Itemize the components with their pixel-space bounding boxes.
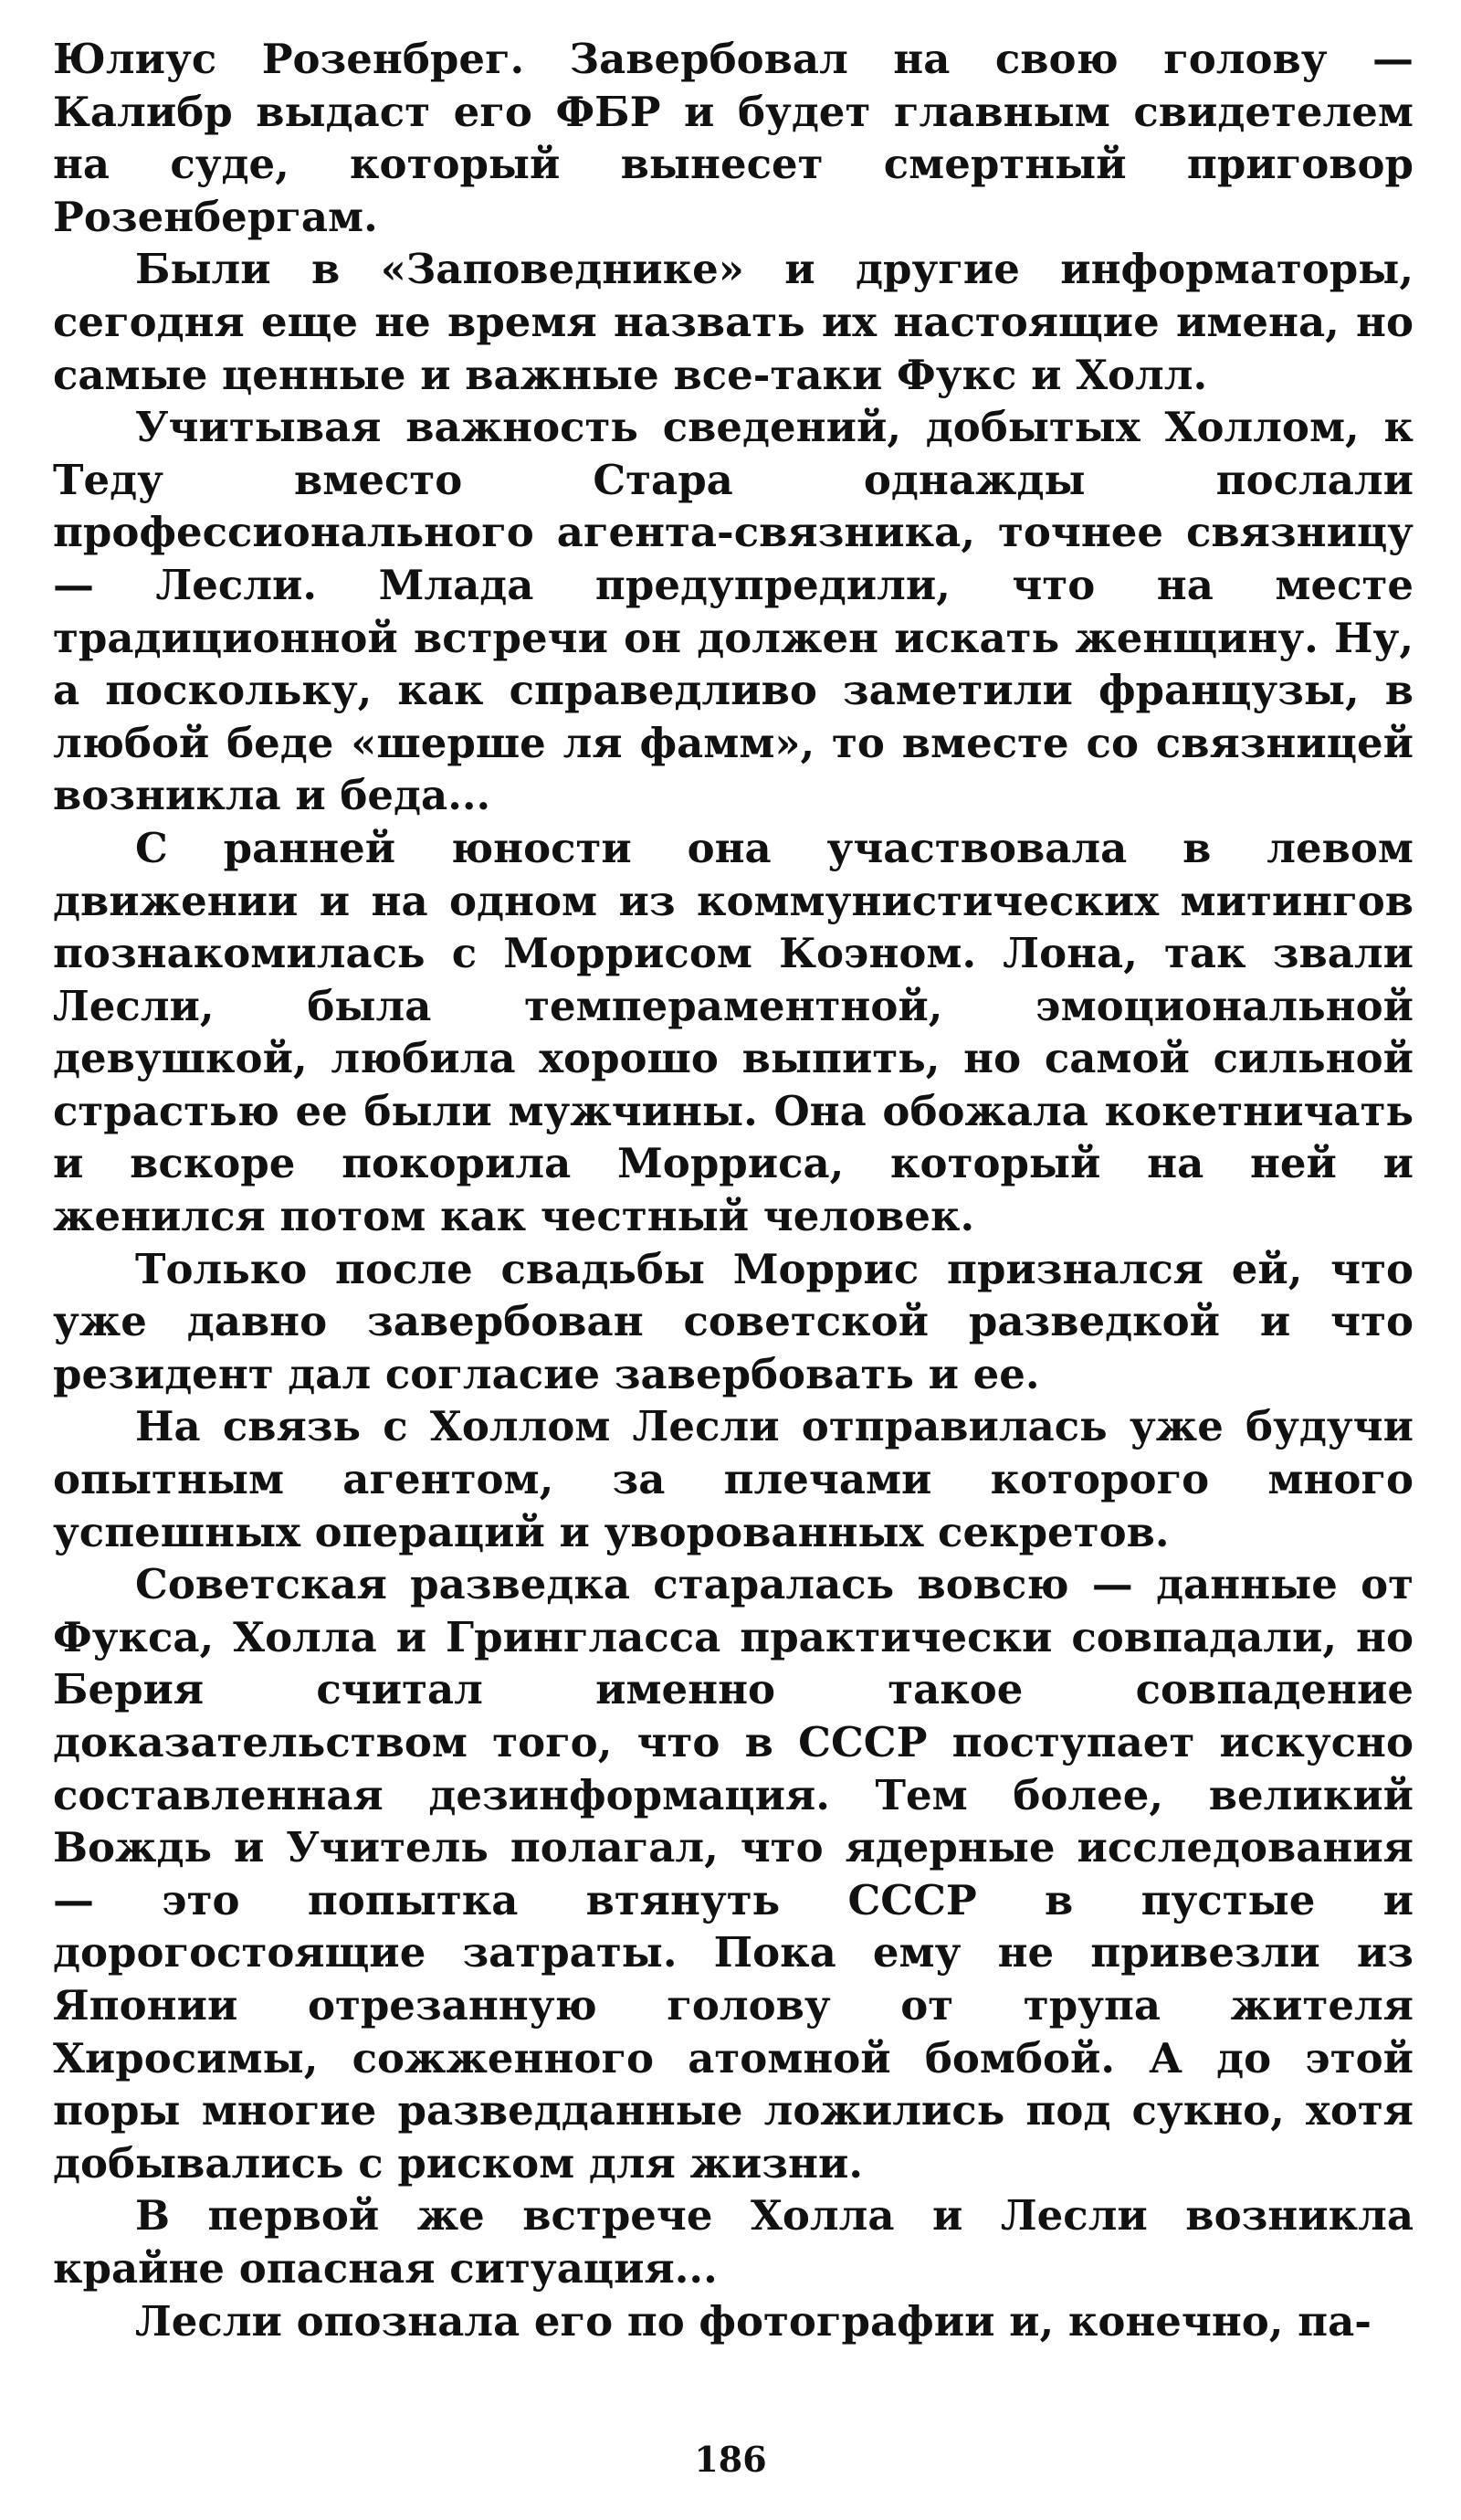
paragraph-8: В первой же встрече Холла и Лесли возникла крайне опасная ситуация...: [53, 2191, 1414, 2293]
paragraph-3: Учитывая важность сведений, добытых Холлом, к Теду вместо Стара однажды послали профессионального агента-связника, точнее связницу — Лесли. Млада предупредили, что на месте традиционной встречи он должен искать женщину. Ну, а поскольку, как справедливо заметили французы, в любой беде «шерше ля фамм», то вместе со связницей возникла и беда...: [53, 403, 1414, 820]
paragraph-7: Советская разведка старалась вовсю — данные от Фукса, Холла и Грингласса практически совпадали, но Берия считал именно такое совпадение доказательством того, что в СССР поступает искусно составленная дезинформация. Тем более, великий Вождь и Учитель полагал, что ядерные исследования — это попытка втянуть СССР в пустые и дорогостоящие затраты. Пока ему не привезли из Японии отрезанную голову от трупа жителя Хиросимы, сожженного атомной бомбой. А до этой поры многие разведданные ложились под сукно, хотя добывались с риском для жизни.: [53, 1560, 1414, 2188]
paragraph-9: Лесли опознала его по фотографии и, конечно, па-: [135, 2296, 1372, 2346]
paragraph-1: Юлиус Розенбрег. Завербовал на свою голову — Калибр выдаст его ФБР и будет главным свидетелем на суде, который вынесет смертный приговор Розенбергам.: [53, 35, 1414, 241]
paragraph-6: На связь с Холлом Лесли отправилась уже будучи опытным агентом, за плечами которого много успешных операций и уворованных секретов.: [53, 1402, 1414, 1556]
paragraph-5: Только после свадьбы Моррис признался ей, что уже давно завербован советской разведкой и что резидент дал согласие завербовать и ее.: [53, 1244, 1414, 1398]
paragraph-2: Были в «Заповеднике» и другие информаторы, сегодня еще не время назвать их настоящие имена, но самые ценные и важные все-таки Фукс и Холл.: [53, 245, 1414, 399]
paragraph-4: С ранней юности она участвовала в левом движении и на одном из коммунистических митингов познакомилась с Моррисом Коэном. Лона, так звали Лесли, была темпераментной, эмоциональной девушкой, любила хорошо выпить, но самой сильной страстью ее были мужчины. Она обожала кокетничать и вскоре покорила Морриса, который на ней и женился потом как честный человек.: [53, 823, 1414, 1241]
page-number: 186: [694, 2439, 767, 2480]
page-text: [53, 33, 1414, 2347]
